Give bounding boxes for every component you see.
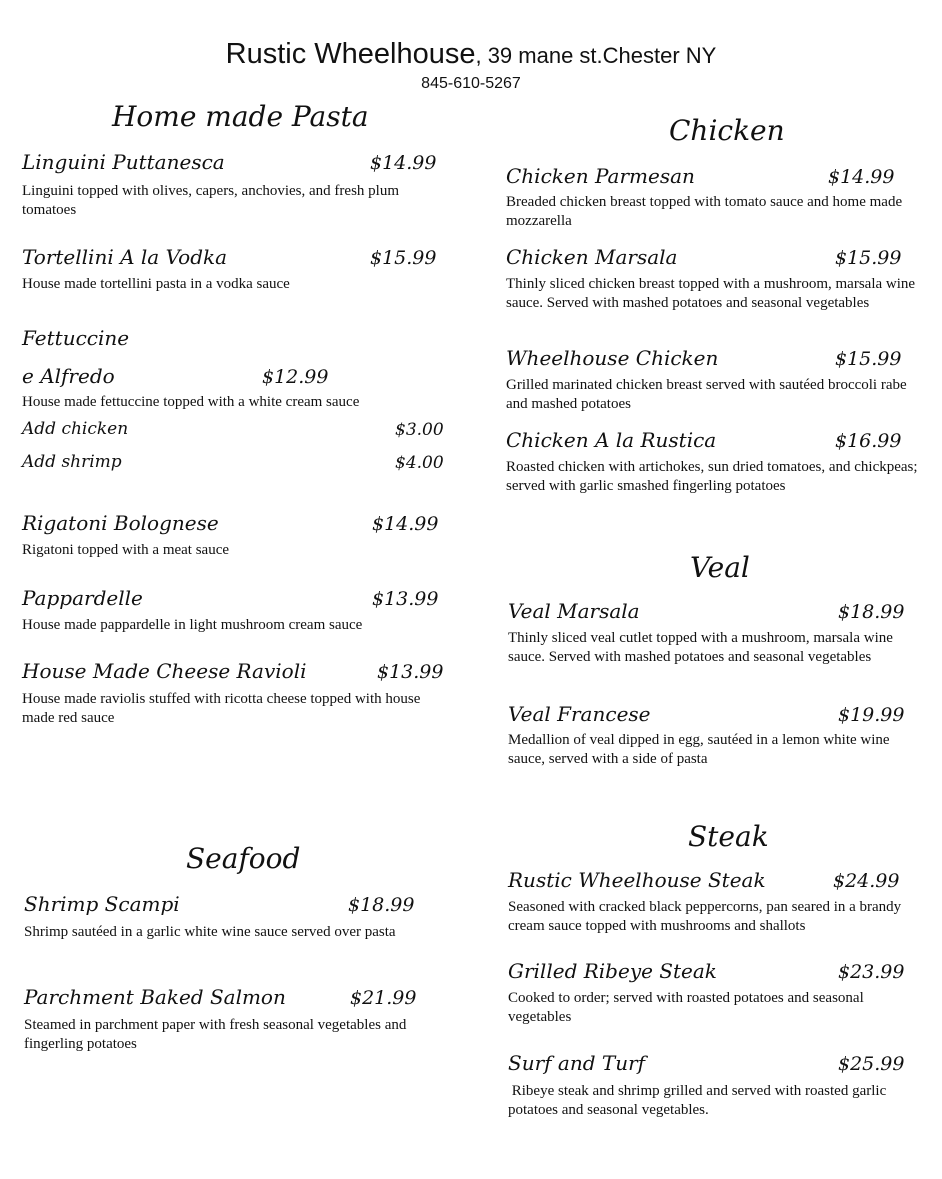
item-description: Linguini topped with olives, capers, anchovies, and fresh plum tomatoes — [22, 183, 399, 218]
addon-name: Add chicken — [22, 419, 129, 439]
item-price: $14.99 — [370, 152, 437, 174]
restaurant-phone: 845-610-5267 — [421, 75, 521, 92]
item-description: Steamed in parchment paper with fresh seasonal vegetables and fingerling potatoes — [24, 1017, 407, 1052]
item-name: Surf and Turf — [508, 1051, 646, 1075]
item-price: $15.99 — [835, 247, 902, 269]
section-title-veal: Veal — [690, 551, 750, 584]
item-description: Medallion of veal dipped in egg, sautéed in a lemon white wine sauce, served with a side of pasta — [508, 732, 890, 767]
item-name: Fettuccine — [22, 326, 130, 350]
item-description: House made tortellini pasta in a vodka sauce — [22, 276, 290, 292]
item-price: $25.99 — [838, 1053, 905, 1075]
item-name: Wheelhouse Chicken — [506, 346, 719, 370]
item-name: Linguini Puttanesca — [22, 150, 225, 174]
item-description: Shrimp sautéed in a garlic white wine sauce served over pasta — [24, 924, 396, 940]
item-name: Grilled Ribeye Steak — [508, 959, 717, 983]
addon-price: $4.00 — [395, 453, 444, 473]
item-name: Rigatoni Bolognese — [22, 511, 219, 535]
item-description: House made pappardelle in light mushroom cream sauce — [22, 617, 363, 633]
item-price: $19.99 — [838, 704, 905, 726]
section-title-steak: Steak — [688, 820, 769, 853]
item-name: Veal Francese — [508, 702, 651, 726]
item-price: $13.99 — [372, 588, 439, 610]
item-name: e Alfredo — [22, 364, 115, 388]
item-name: Tortellini A la Vodka — [22, 245, 228, 269]
item-name: Parchment Baked Salmon — [24, 985, 286, 1009]
item-price: $23.99 — [838, 961, 905, 983]
item-name: Rustic Wheelhouse Steak — [508, 868, 766, 892]
item-name: Shrimp Scampi — [24, 892, 180, 916]
item-name: Chicken A la Rustica — [506, 428, 717, 452]
item-price: $14.99 — [372, 513, 439, 535]
restaurant-header — [0, 38, 942, 71]
item-price: $18.99 — [348, 894, 415, 916]
item-description: Seasoned with cracked black peppercorns, pan seared in a brandy cream sauce topped with mushrooms and shallots — [508, 899, 902, 934]
section-title-seafood: Seafood — [186, 842, 301, 875]
item-price: $24.99 — [833, 870, 900, 892]
restaurant-name: Rustic Wheelhouse — [225, 38, 476, 70]
item-description: Roasted chicken with artichokes, sun dried tomatoes, and chickpeas; served with garlic smashed fingerling potatoes — [506, 459, 918, 494]
section-title-pasta: Home made Pasta — [112, 100, 369, 133]
item-name: House Made Cheese Ravioli — [22, 659, 307, 683]
addon-name: Add shrimp — [22, 452, 122, 472]
item-price: $16.99 — [835, 430, 902, 452]
item-description: House made fettuccine topped with a white cream sauce — [22, 394, 360, 410]
item-name: Veal Marsala — [508, 599, 640, 623]
item-description: House made raviolis stuffed with ricotta cheese topped with house made red sauce — [22, 691, 421, 726]
item-name: Chicken Marsala — [506, 245, 678, 269]
item-price: $14.99 — [828, 166, 895, 188]
item-description: Ribeye steak and shrimp grilled and served with roasted garlic potatoes and seasonal vegetables. — [508, 1083, 890, 1118]
item-description: Grilled marinated chicken breast served with sautéed broccoli rabe and mashed potatoes — [506, 377, 907, 412]
item-price: $15.99 — [835, 348, 902, 370]
item-name: Chicken Parmesan — [506, 164, 695, 188]
item-description: Thinly sliced veal cutlet topped with a mushroom, marsala wine sauce. Served with mashed potatoes and seasonal vegetables — [508, 630, 893, 665]
item-price: $13.99 — [377, 661, 444, 683]
item-price: $18.99 — [838, 601, 905, 623]
item-description: Cooked to order; served with roasted potatoes and seasonal vegetables — [508, 990, 864, 1025]
item-description: Breaded chicken breast topped with tomato sauce and home made mozzarella — [506, 194, 903, 229]
item-price: $12.99 — [262, 366, 329, 388]
item-description: Thinly sliced chicken breast topped with a mushroom, marsala wine sauce. Served with mashed potatoes and seasonal vegetables — [506, 276, 916, 311]
item-name: Pappardelle — [22, 586, 143, 610]
item-price: $21.99 — [350, 987, 417, 1009]
item-price: $15.99 — [370, 247, 437, 269]
restaurant-address: , 39 mane st.Chester NY — [475, 43, 717, 68]
item-description: Rigatoni topped with a meat sauce — [22, 542, 230, 558]
section-title-chicken: Chicken — [669, 114, 785, 147]
addon-price: $3.00 — [395, 420, 444, 440]
